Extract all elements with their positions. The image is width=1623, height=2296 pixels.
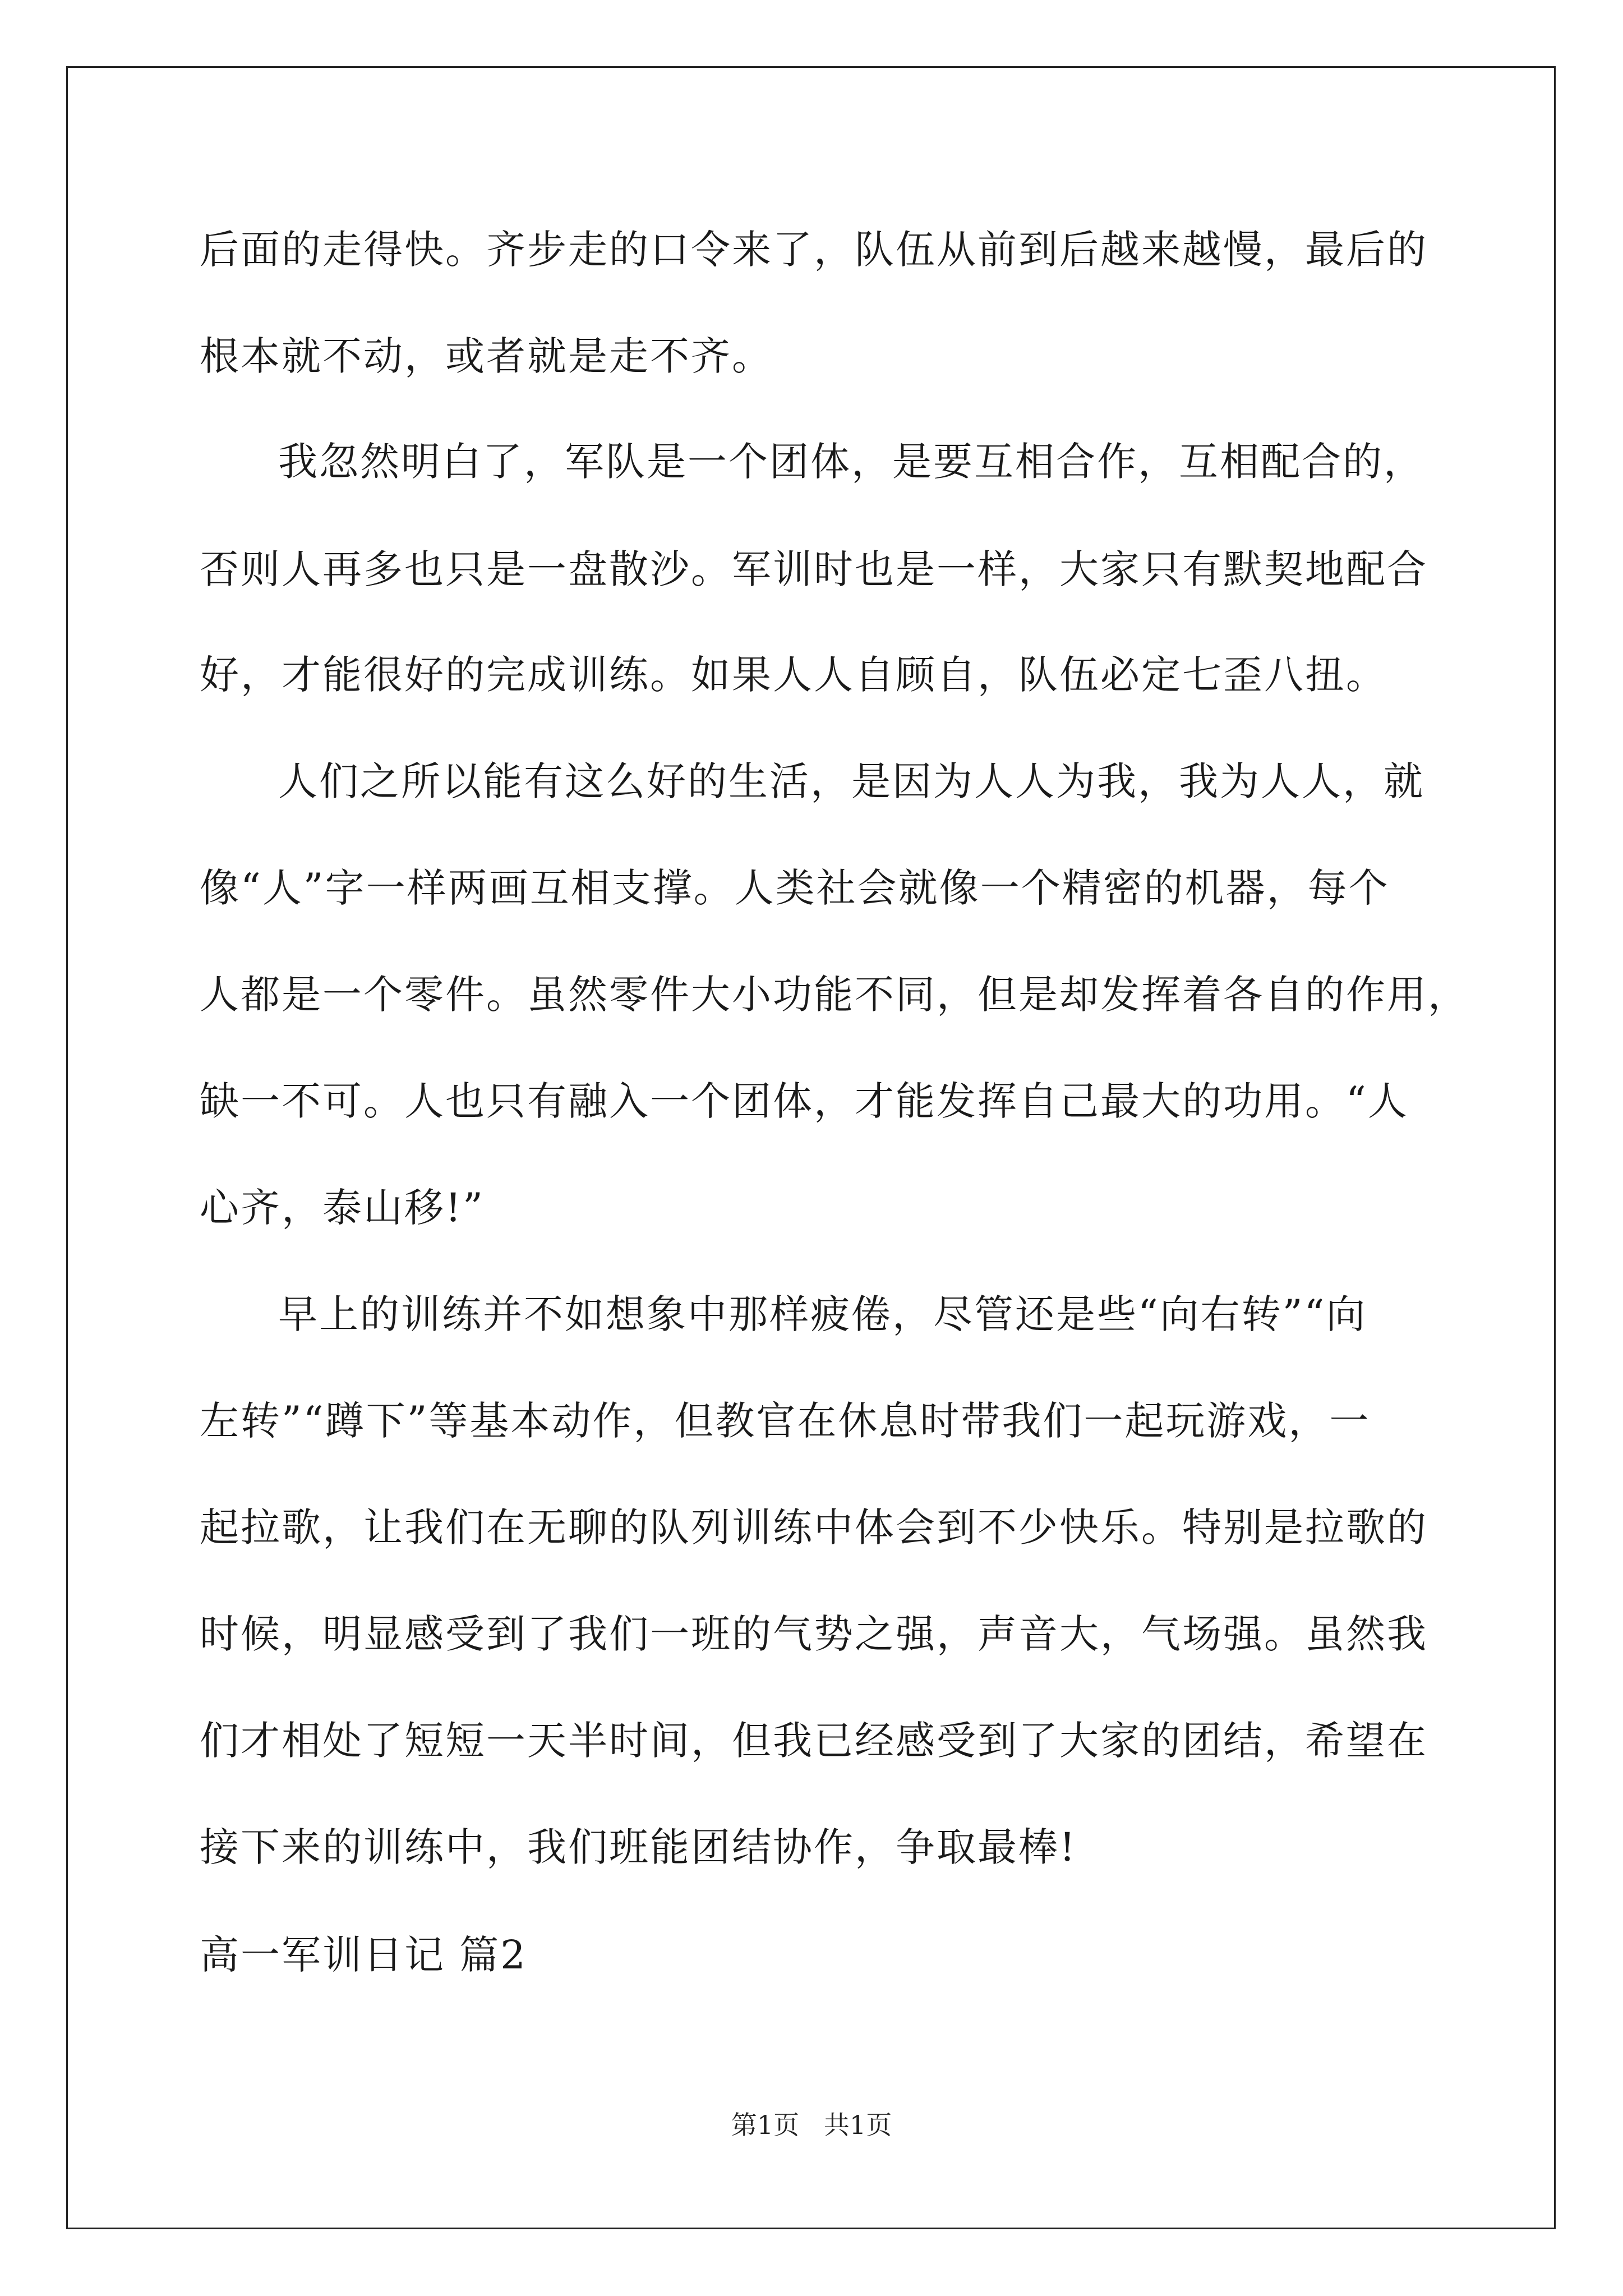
paragraph-start-line: 早上的训练并不如想象中那样疲倦，尽管还是些“向右转”“向 [278,1291,1367,1337]
text-line: 后面的走得快。齐步走的口令来了，队伍从前到后越来越慢，最后的 [200,227,1428,273]
text-line: 左转”“蹲下”等基本动作，但教官在休息时带我们一起玩游戏，一 [200,1398,1371,1444]
text-line: 接下来的训练中，我们班能团结协作，争取最棒! [200,1824,1077,1870]
paragraph-start-line: 我忽然明白了，军队是一个团体，是要互相合作，互相配合的， [278,439,1424,485]
page-border [66,66,1556,2229]
text-line: 心齐，泰山移!” [200,1185,485,1231]
text-line: 时候，明显感受到了我们一班的气势之强，声音大，气场强。虽然我 [200,1611,1428,1657]
text-line: 否则人再多也只是一盘散沙。军训时也是一样，大家只有默契地配合 [200,546,1428,592]
text-line: 好，才能很好的完成训练。如果人人自顾自，队伍必定七歪八扭。 [200,652,1387,698]
text-line: 缺一不可。人也只有融入一个团体，才能发挥自己最大的功用。“人 [200,1078,1409,1124]
section-heading: 高一军训日记 篇2 [200,1932,527,1978]
text-line: 人都是一个零件。虽然零件大小功能不同，但是却发挥着各自的作用， [200,972,1469,1018]
page-footer: 第1页 共1页 [731,2110,892,2140]
paragraph-start-line: 人们之所以能有这么好的生活，是因为人人为我，我为人人，就 [278,758,1424,804]
text-line: 起拉歌，让我们在无聊的队列训练中体会到不少快乐。特别是拉歌的 [200,1504,1428,1550]
text-line: 根本就不动，或者就是走不齐。 [200,333,773,379]
text-line: 们才相处了短短一天半时间，但我已经感受到了大家的团结，希望在 [200,1718,1428,1764]
text-line: 像“人”字一样两画互相支撑。人类社会就像一个精密的机器，每个 [200,865,1390,911]
